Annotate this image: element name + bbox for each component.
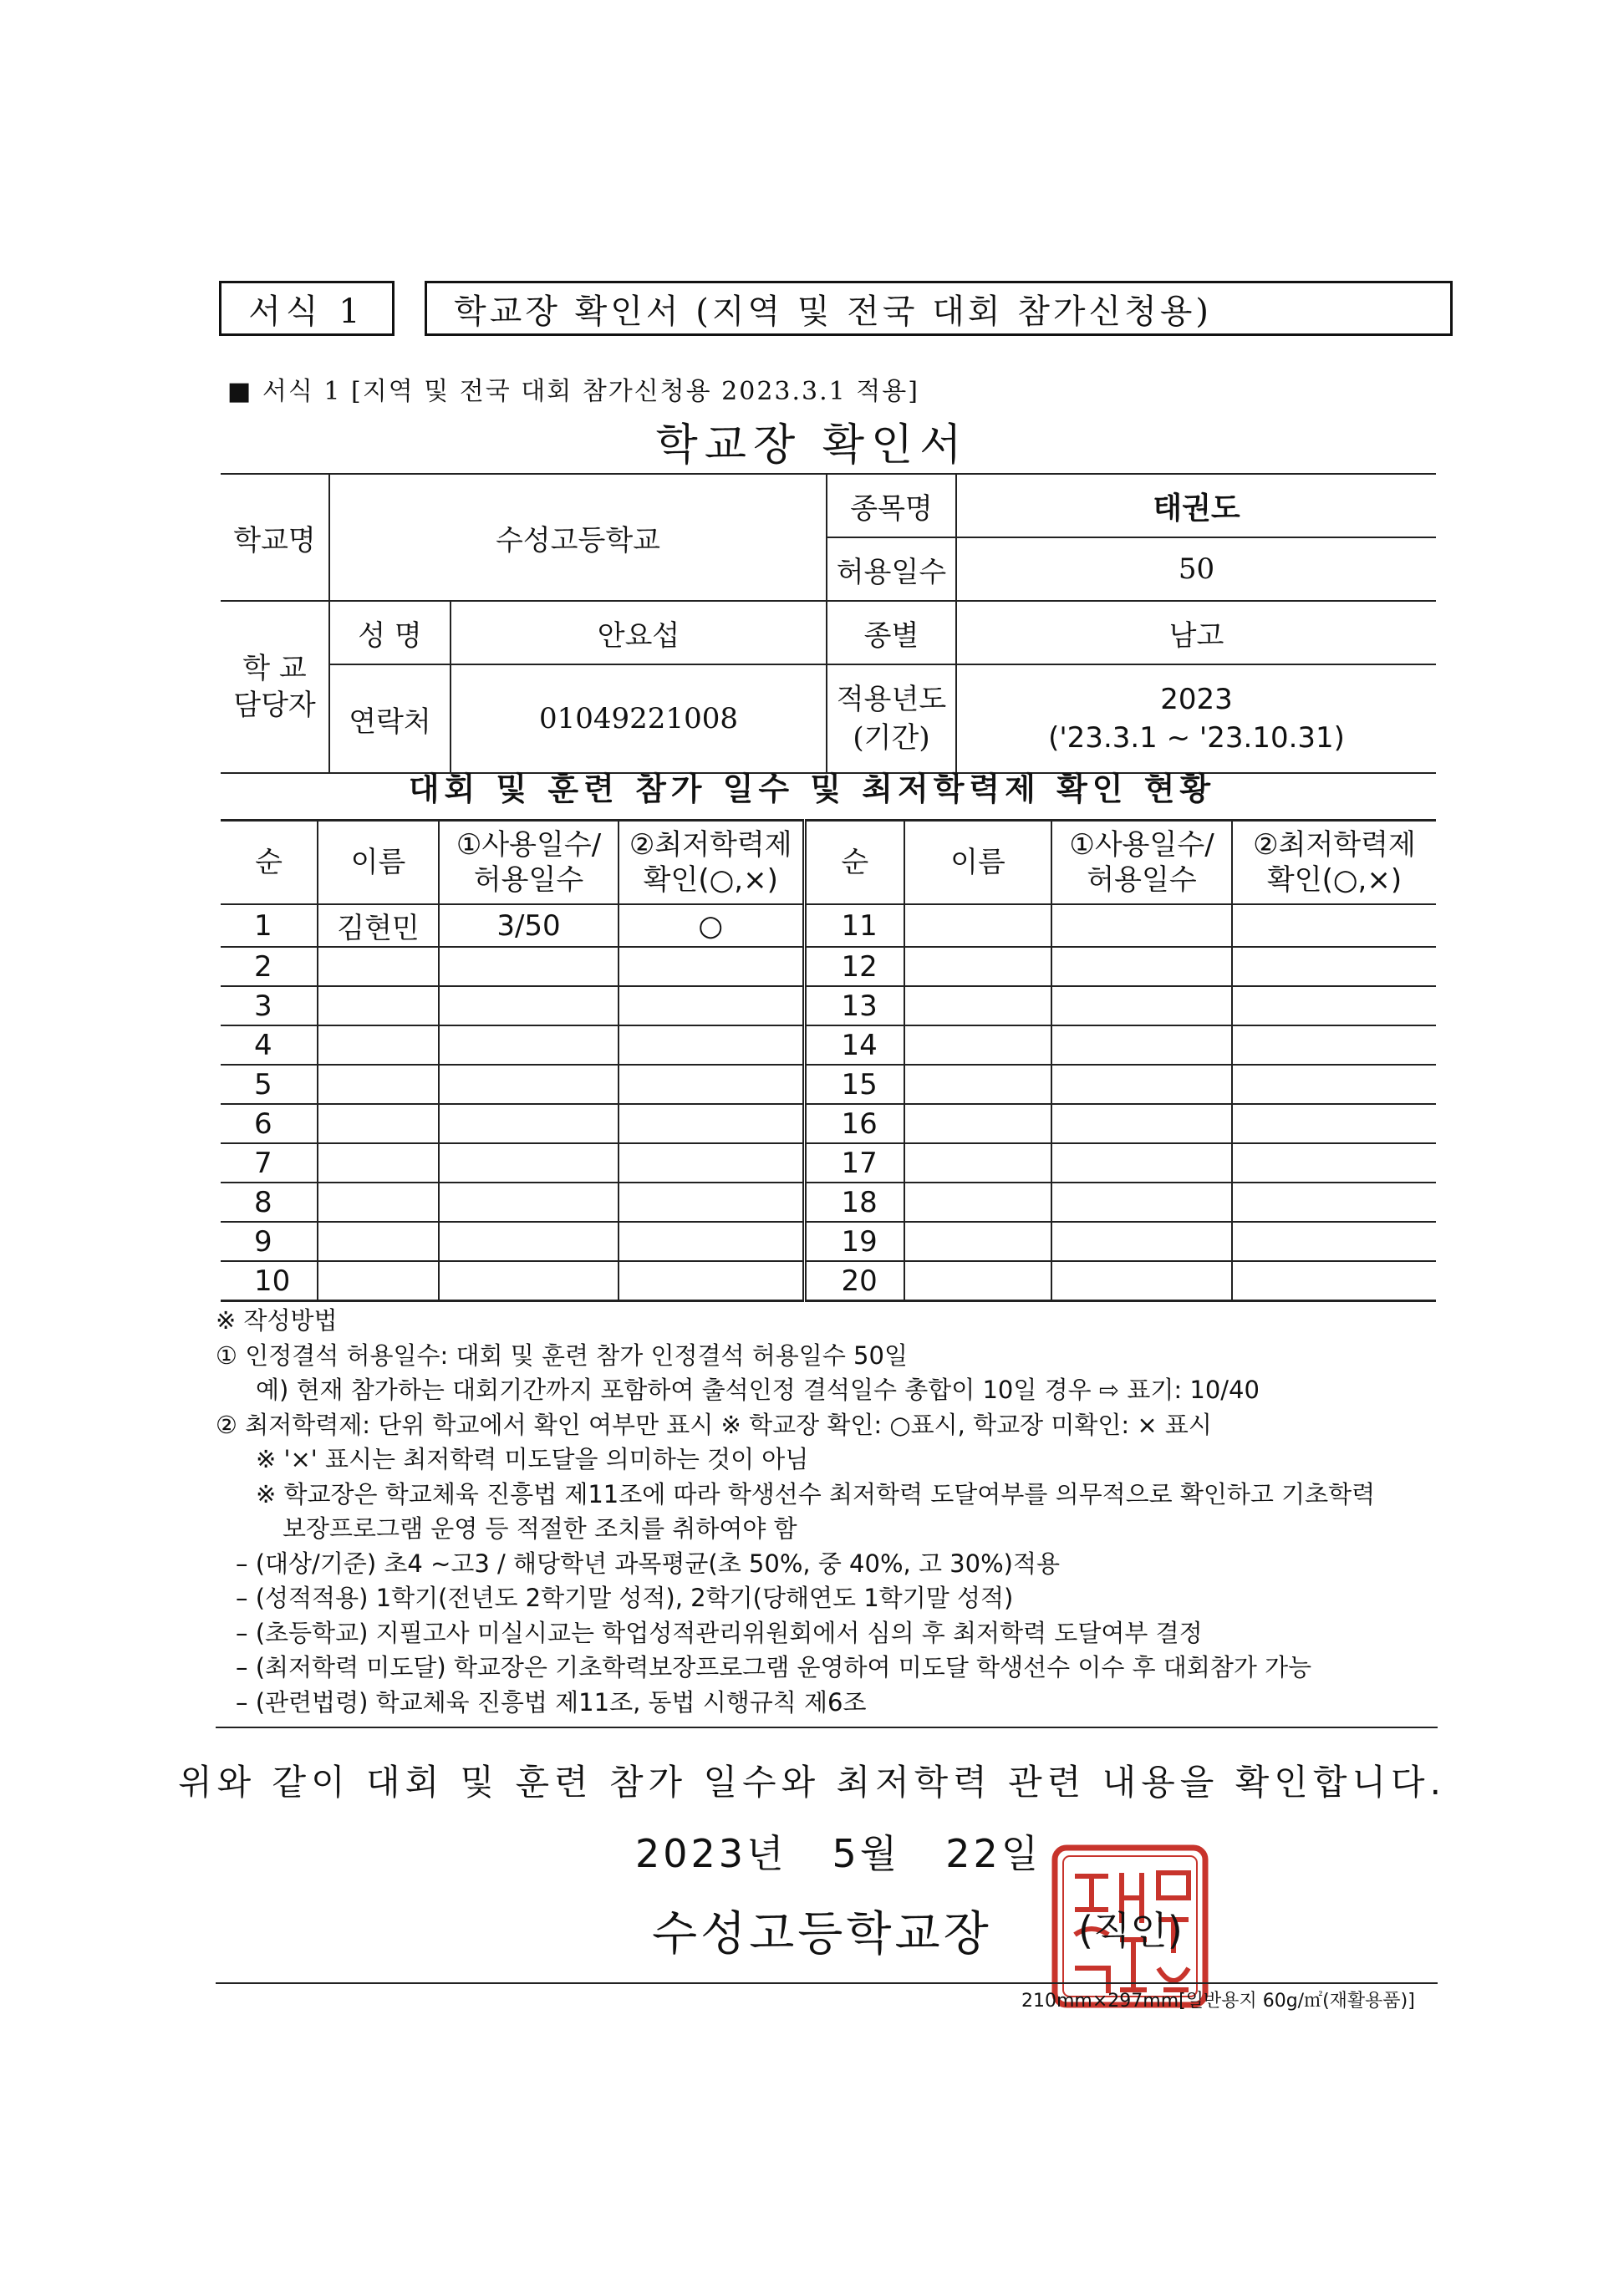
athlete-name (904, 904, 1051, 947)
row-number: 19 (804, 1222, 904, 1261)
table-row (221, 1261, 1436, 1301)
note-item: 예) 현재 참가하는 대회기간까지 포함하여 출석인정 결석일수 총합이 10일 경우 ⇨ 표기: 10/40 (256, 1376, 1260, 1404)
header-min-line-2: 확인(○,×) (643, 863, 778, 897)
header-name-right: 이름 (904, 821, 1051, 905)
athlete-name (318, 1222, 439, 1261)
used-days (439, 1065, 619, 1104)
used-days (1051, 1261, 1232, 1301)
header-used-line-1: ①사용일수/ (456, 827, 602, 862)
note-item: ※ 학교장은 학교체육 진흥법 제11조에 따라 학생선수 최저학력 도달여부를 의무적으로 확인하고 기초학력 (256, 1479, 1376, 1508)
date-month: 5월 (832, 1831, 901, 1876)
athlete-name (904, 986, 1051, 1025)
min-academic-check (619, 1143, 804, 1183)
note-item: – (관련법령) 학교체육 진흥법 제11조, 동법 시행규칙 제6조 (236, 1687, 867, 1717)
athlete-name (318, 1065, 439, 1104)
min-academic-check (619, 1183, 804, 1222)
note-item: ※ '×' 표시는 최저학력 미도달을 의미하는 것이 아님 (256, 1445, 809, 1473)
note-heading: ※ 작성방법 (216, 1306, 338, 1335)
note-item: – (대상/기준) 초4 ~고3 / 해당학년 과목평균(초 50%, 중 40%, 고 30%)적용 (236, 1549, 1060, 1578)
year-label (827, 664, 956, 773)
document-title: 학교장 확인서 (655, 420, 969, 471)
date-year: 2023년 (635, 1831, 787, 1876)
instructions (216, 1304, 1444, 1720)
table-row (221, 1143, 1436, 1183)
min-academic-check (619, 1025, 804, 1065)
note-item: – (최저학력 미도달) 학교장은 기초학력보장프로그램 운영하여 미도달 학생선수 이수 후 대회참가 가능 (236, 1653, 1312, 1681)
min-academic-check (1232, 986, 1436, 1025)
manager-label-line-2: 담당자 (233, 689, 316, 722)
row-number: 8 (221, 1183, 318, 1222)
table-row (221, 1065, 1436, 1104)
category-value: 남고 (956, 601, 1436, 664)
contact-value: 01049221008 (451, 664, 827, 773)
issue-date (635, 1824, 1087, 1879)
table-row (221, 986, 1436, 1025)
table-row (221, 947, 1436, 986)
table-row (221, 1025, 1436, 1065)
header-min-line-1: ②최저학력제 (629, 827, 792, 862)
header-used-line-2: 허용일수 (473, 863, 584, 897)
used-days (439, 1261, 619, 1301)
min-academic-check (1232, 1104, 1436, 1143)
header-name: 이름 (318, 821, 439, 905)
min-academic-check (1232, 1222, 1436, 1261)
row-number: 14 (804, 1025, 904, 1065)
header-used-line-1: ①사용일수/ (1069, 827, 1214, 862)
table-row (221, 1104, 1436, 1143)
row-number: 20 (804, 1261, 904, 1301)
seal-label: (직인) (1078, 1908, 1183, 1953)
header-min-line-1: ②최저학력제 (1253, 827, 1416, 862)
row-number: 17 (804, 1143, 904, 1183)
row-number: 12 (804, 947, 904, 986)
used-days (1051, 1025, 1232, 1065)
header-no-right: 순 (804, 821, 904, 905)
athlete-name (318, 1104, 439, 1143)
used-days: 3/50 (439, 904, 619, 947)
header-used-days (439, 821, 619, 905)
subline-text: 서식 1 [지역 및 전국 대회 참가신청용 2023.3.1 적용] (262, 377, 919, 406)
table-row (221, 1183, 1436, 1222)
athlete-name: 김현민 (318, 904, 439, 947)
row-number: 10 (221, 1261, 318, 1301)
period-value: ('23.3.1 ~ '23.10.31) (1048, 721, 1345, 755)
allowed-days-label: 허용일수 (827, 537, 956, 601)
used-days (439, 1104, 619, 1143)
square-bullet-icon: ■ (227, 377, 262, 406)
used-days (1051, 1065, 1232, 1104)
note-item: – (초등학교) 지필고사 미실시교는 학업성적관리위원회에서 심의 후 최저학력 도달여부 결정 (236, 1618, 1203, 1647)
paper-spec: 210mm×297mm[일반용지 60g/㎡(재활용품)] (1021, 1991, 1415, 2012)
row-number: 1 (221, 904, 318, 947)
min-academic-check: ○ (619, 904, 804, 947)
row-number: 15 (804, 1065, 904, 1104)
used-days (1051, 1104, 1232, 1143)
sport-label: 종목명 (827, 474, 956, 537)
school-value: 수성고등학교 (329, 474, 827, 601)
min-academic-check (1232, 1143, 1436, 1183)
used-days (1051, 1183, 1232, 1222)
used-days (1051, 986, 1232, 1025)
row-number: 16 (804, 1104, 904, 1143)
table-row (221, 1222, 1436, 1261)
min-academic-check (619, 1261, 804, 1301)
participation-table (221, 819, 1436, 1302)
header-used-days-right (1051, 821, 1232, 905)
min-academic-check (619, 947, 804, 986)
row-number: 5 (221, 1065, 318, 1104)
note-item: 보장프로그램 운영 등 적절한 조치를 취하여야 함 (283, 1514, 797, 1543)
manager-label-line-1: 학 교 (242, 652, 307, 685)
athlete-name (318, 1143, 439, 1183)
athlete-name (318, 1183, 439, 1222)
athlete-name (904, 1183, 1051, 1222)
row-number: 2 (221, 947, 318, 986)
used-days (439, 1222, 619, 1261)
min-academic-check (1232, 904, 1436, 947)
athlete-name (904, 1104, 1051, 1143)
athlete-name (904, 1025, 1051, 1065)
confirmation-statement: 위와 같이 대회 및 훈련 참가 일수와 최저학력 관련 내용을 확인합니다. (178, 1762, 1446, 1803)
used-days (439, 1143, 619, 1183)
note-item: ② 최저학력제: 단위 학교에서 확인 여부만 표시 ※ 학교장 확인: ○표시, 학교장 미확인: × 표시 (216, 1410, 1212, 1439)
table-header-row (221, 821, 1436, 905)
used-days (1051, 904, 1232, 947)
allowed-days-value: 50 (956, 537, 1436, 601)
min-academic-check (619, 1104, 804, 1143)
school-label: 학교명 (221, 474, 329, 601)
note-item: ① 인정결석 허용일수: 대회 및 훈련 참가 인정결석 허용일수 50일 (216, 1340, 908, 1370)
min-academic-check (1232, 947, 1436, 986)
header-min-academic-right (1232, 821, 1436, 905)
header-min-line-2: 확인(○,×) (1266, 863, 1403, 897)
table-row (221, 904, 1436, 947)
athlete-name (904, 1143, 1051, 1183)
form-subline (227, 370, 919, 407)
min-academic-check (1232, 1065, 1436, 1104)
header-min-academic (619, 821, 804, 905)
row-number: 4 (221, 1025, 318, 1065)
row-number: 9 (221, 1222, 318, 1261)
min-academic-check (619, 1222, 804, 1261)
manager-label (221, 601, 329, 773)
name-label: 성 명 (329, 601, 451, 664)
row-number: 6 (221, 1104, 318, 1143)
form-title-box: 학교장 확인서 (지역 및 전국 대회 참가신청용) (425, 281, 1453, 336)
athlete-name (904, 1222, 1051, 1261)
row-number: 3 (221, 986, 318, 1025)
header-used-line-2: 허용일수 (1087, 863, 1197, 897)
year-value-cell (956, 664, 1436, 773)
header-no: 순 (221, 821, 318, 905)
category-label: 종별 (827, 601, 956, 664)
row-number: 13 (804, 986, 904, 1025)
min-academic-check (619, 1065, 804, 1104)
min-academic-check (1232, 1261, 1436, 1301)
athlete-name (904, 1261, 1051, 1301)
used-days (439, 1183, 619, 1222)
note-item: – (성적적용) 1학기(전년도 2학기말 성적), 2학기(당해연도 1학기말 성적) (236, 1584, 1014, 1612)
used-days (1051, 947, 1232, 986)
section-title: 대회 및 훈련 참가 일수 및 최저학력제 확인 현황 (408, 771, 1216, 807)
row-number: 7 (221, 1143, 318, 1183)
min-academic-check (619, 986, 804, 1025)
athlete-name (318, 1261, 439, 1301)
year-label-line-1: 적용년도 (836, 683, 947, 716)
athlete-name (318, 986, 439, 1025)
min-academic-check (1232, 1183, 1436, 1222)
row-number: 11 (804, 904, 904, 947)
athlete-name (904, 947, 1051, 986)
footer-divider (216, 1982, 1438, 1984)
contact-label: 연락처 (329, 664, 451, 773)
used-days (1051, 1222, 1232, 1261)
principal-title: 수성고등학교장 (652, 1907, 992, 1961)
athlete-name (904, 1065, 1051, 1104)
used-days (439, 947, 619, 986)
date-day: 22일 (945, 1831, 1042, 1876)
row-number: 18 (804, 1183, 904, 1222)
sport-value: 태권도 (956, 474, 1436, 537)
form-number-label: 서식 1 (219, 281, 395, 336)
year-value: 2023 (1160, 683, 1233, 716)
year-label-line-2: (기간) (853, 721, 930, 755)
name-value: 안요섭 (451, 601, 827, 664)
athlete-name (318, 1025, 439, 1065)
info-table (221, 473, 1436, 774)
min-academic-check (1232, 1025, 1436, 1065)
used-days (439, 1025, 619, 1065)
used-days (1051, 1143, 1232, 1183)
notes-divider (216, 1727, 1438, 1728)
used-days (439, 986, 619, 1025)
athlete-name (318, 947, 439, 986)
